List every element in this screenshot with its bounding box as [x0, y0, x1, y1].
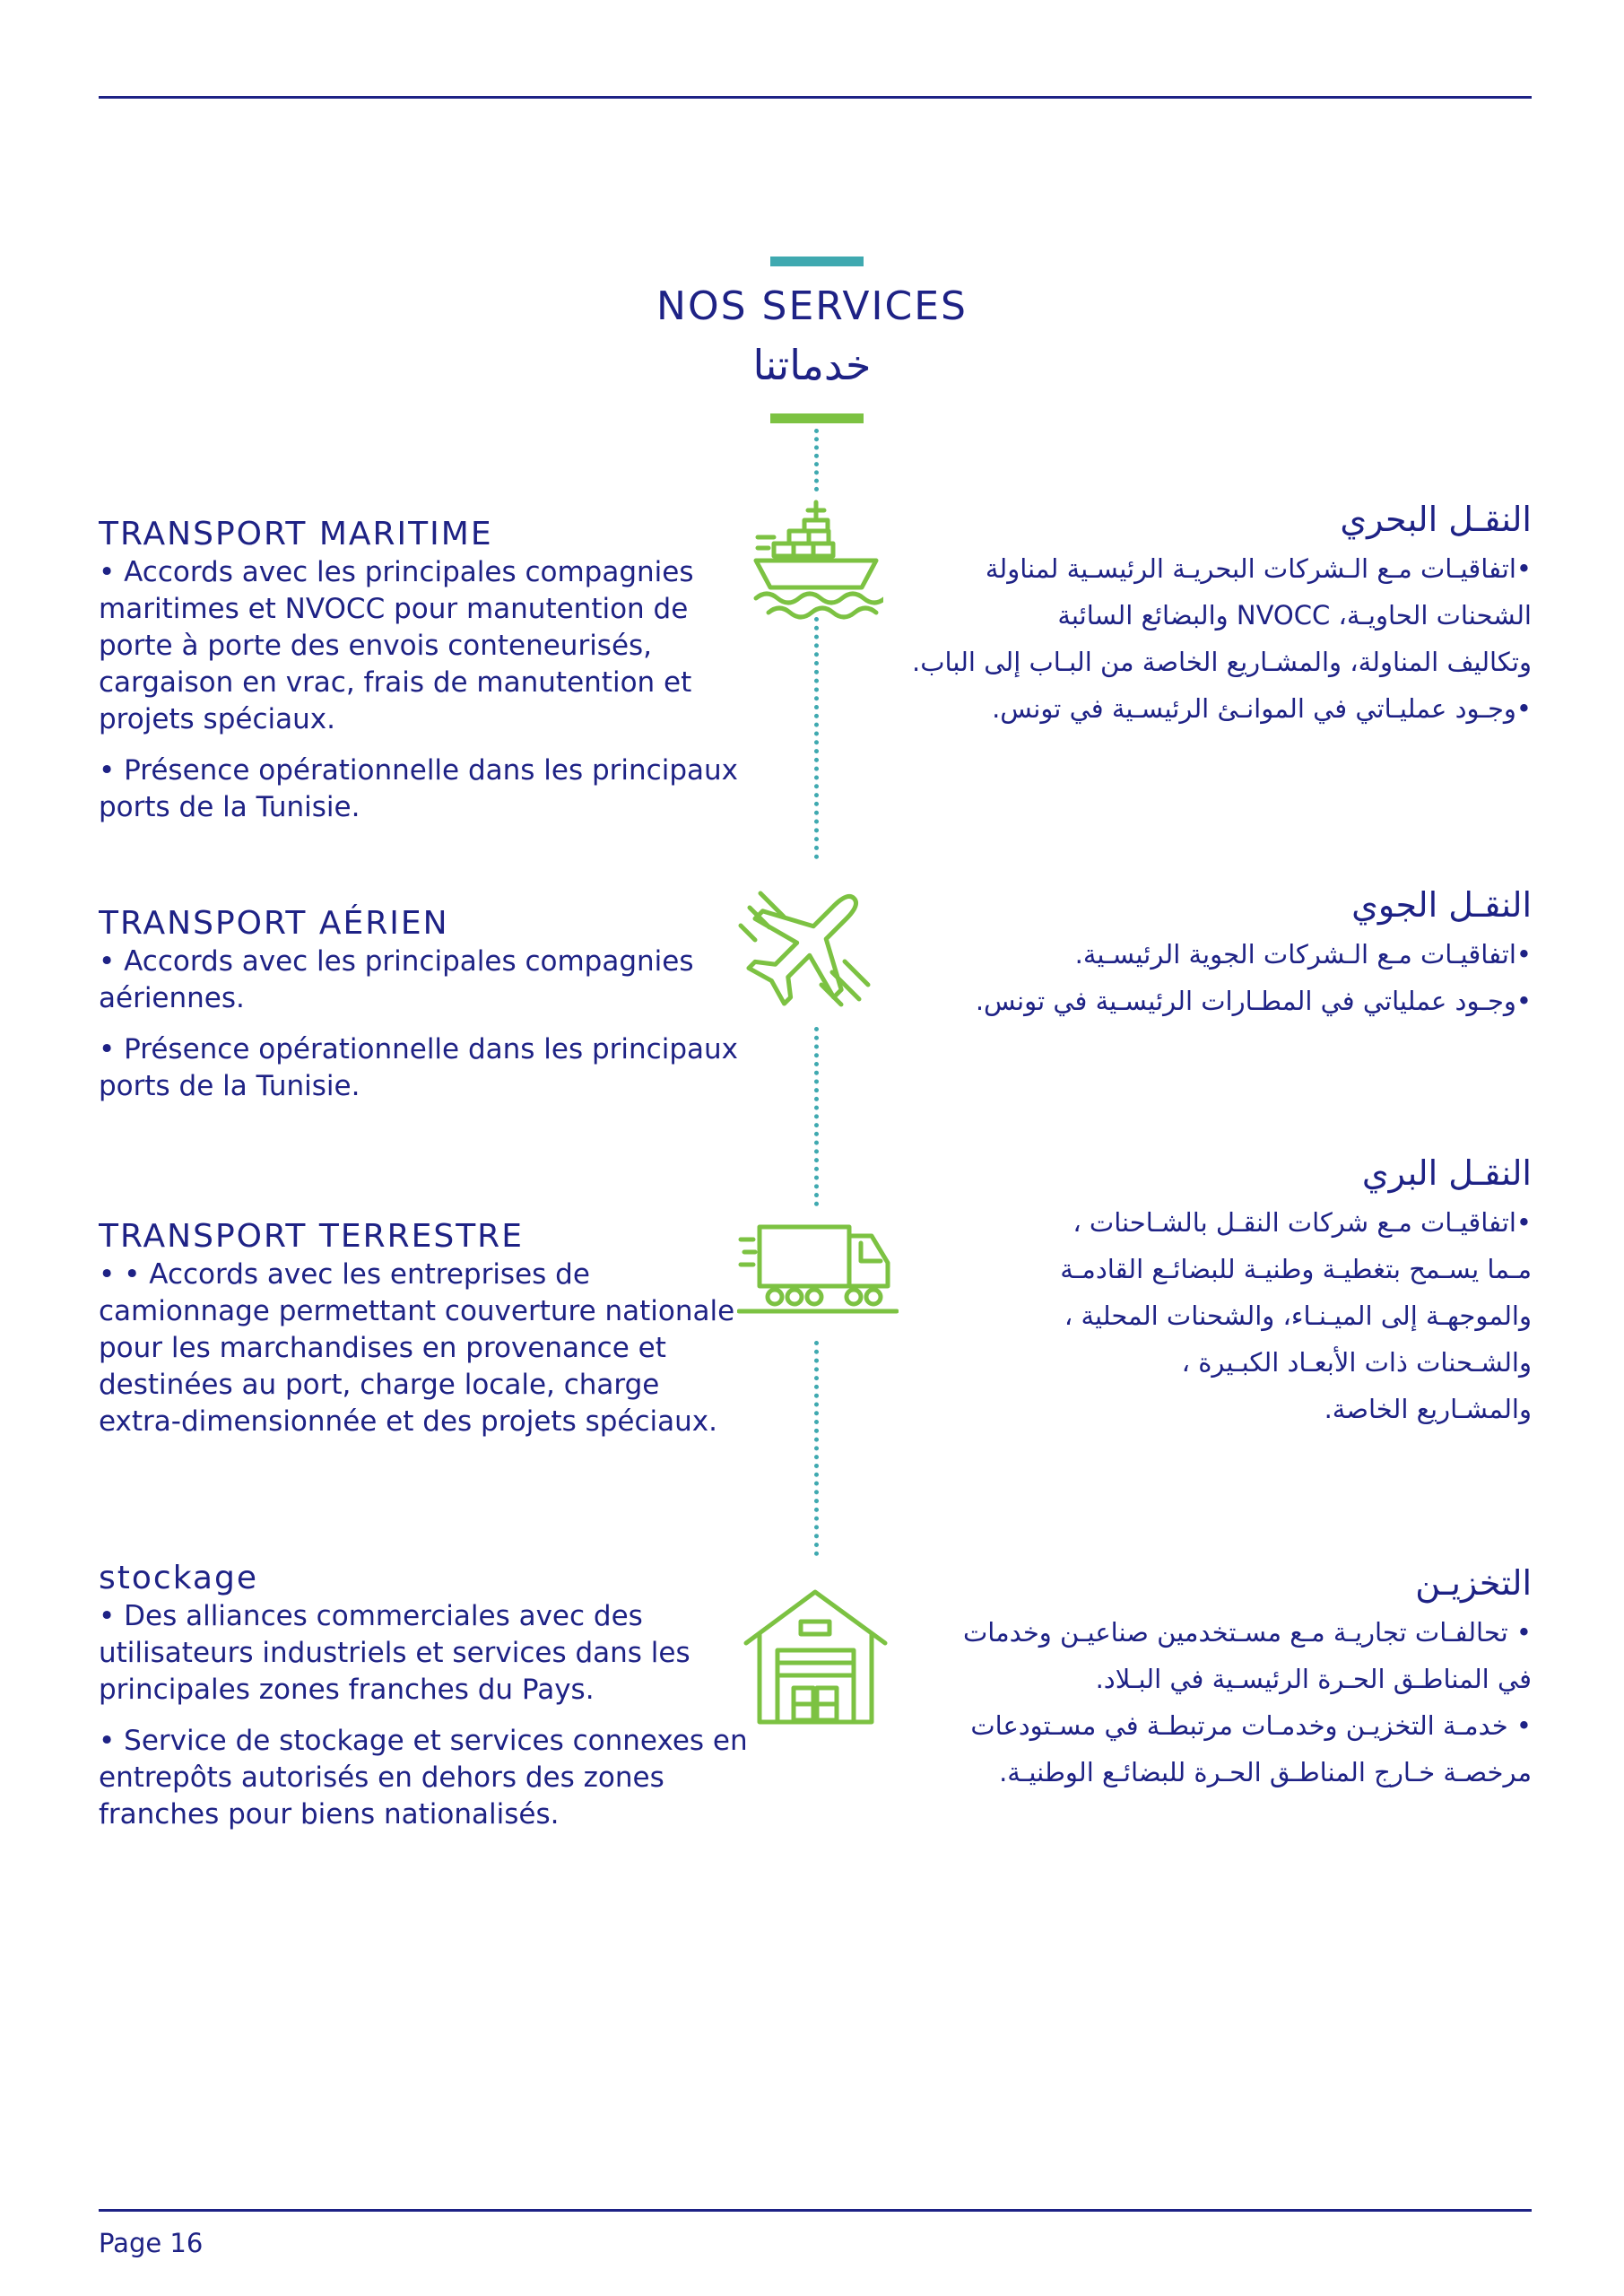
- section-title-fr: TRANSPORT AÉRIEN: [99, 905, 449, 942]
- section-line-ar: والشـحنات ذات الأبعـاد الكبـيرة ،: [1181, 1347, 1532, 1378]
- title-accent-green: [770, 413, 864, 423]
- section-storage-ar: [861, 1561, 1532, 1796]
- title-accent-teal: [770, 257, 864, 266]
- section-line-fr: • Service de stockage et services connexes en entrepôts autorisés en dehors des zones franches pour biens nationalisés.: [99, 1725, 748, 1831]
- section-line-ar: • خدمـة التخزيـن وخدمـات مرتبطـة في مسـتودعات: [970, 1710, 1532, 1741]
- section-line-ar: • تحالفـات تجاريـة مـع مسـتخدمين صناعيـن وخدمات: [962, 1617, 1532, 1648]
- section-line-ar: مرخصـة خـارج المناطـق الحـرة للبضائـع الوطنيـة.: [999, 1757, 1532, 1787]
- section-line-ar: مـما يسـمح بتغطيـة وطنيـة للبضائـع القادمـة: [1060, 1254, 1532, 1284]
- section-title-fr: TRANSPORT MARITIME: [99, 516, 493, 552]
- section-line-ar: •وجـود عملياتي في المطـارات الرئيسـية في تونس.: [975, 986, 1532, 1016]
- airplane-icon: [734, 872, 881, 1020]
- page-number: Page 16: [99, 2228, 204, 2258]
- timeline-dots: [814, 1341, 819, 1556]
- section-title-ar: النقـل البحري: [1340, 500, 1532, 539]
- section-title-ar: النقـل الجوي: [1351, 885, 1532, 925]
- section-title-fr: stockage: [99, 1560, 258, 1596]
- section-line-fr: • • Accords avec les entreprises de camionnage permettant couverture nationale pour les marchandises en provenance et destinées au port, charge locale, charge extra-dimensionnée et des projets spéciaux.: [99, 1258, 735, 1438]
- bottom-rule: [99, 2209, 1532, 2212]
- page-title-fr: NOS SERVICES: [656, 283, 968, 329]
- section-road-ar: [861, 1151, 1532, 1432]
- section-line-fr: • Des alliances commerciales avec des utilisateurs industriels et services dans les principales zones franches du Pays.: [99, 1600, 690, 1706]
- section-road-fr: [99, 1217, 749, 1440]
- section-line-fr: • Présence opérationnelle dans les principaux ports de la Tunisie.: [99, 754, 738, 823]
- section-line-ar: والموجهـة إلى الميـنـاء، والشحنات المحلية ،: [1064, 1300, 1532, 1331]
- timeline-dots: [814, 429, 819, 491]
- section-line-ar: •وجـود عمليـاتي في الموانـئ الرئيسـية في تونس.: [992, 693, 1532, 724]
- timeline-dots: [814, 617, 819, 859]
- top-rule: [99, 96, 1532, 99]
- section-line-ar: •اتفاقيـات مـع شركات النقـل بالشـاحنات ،: [1073, 1207, 1532, 1238]
- section-line-ar: •اتفاقيـات مـع الـشركات الجوية الرئيسـية.: [1074, 939, 1532, 970]
- section-air-fr: [99, 904, 749, 1105]
- section-title-ar: التخزيـن: [1415, 1563, 1532, 1603]
- section-line-ar: وتكاليف المناولة، والمشـاريع الخاصة من البـاب إلى الباب.: [911, 647, 1532, 677]
- section-line-fr: • Présence opérationnelle dans les principaux ports de la Tunisie.: [99, 1033, 738, 1102]
- page-title-ar: خدماتنا: [752, 341, 872, 389]
- section-line-ar: •اتفاقيـات مـع الـشركات البحريـة الرئيسـية لمناولة: [985, 553, 1532, 584]
- section-storage-fr: [99, 1559, 749, 1833]
- section-air-ar: [861, 883, 1532, 1024]
- section-title-ar: النقـل البري: [1361, 1153, 1532, 1193]
- timeline-dots: [814, 1027, 819, 1206]
- section-line-ar: الشحنات الحاويـة، NVOCC والبضائع السائبة: [1057, 600, 1532, 631]
- section-line-ar: في المناطـق الحـرة الرئيسـية في البـلاد.: [1095, 1664, 1532, 1694]
- section-line-ar: والمشـاريع الخاصة.: [1324, 1394, 1532, 1424]
- section-title-fr: TRANSPORT TERRESTRE: [99, 1218, 524, 1255]
- section-line-fr: • Accords avec les principales compagnies aériennes.: [99, 945, 694, 1014]
- section-line-fr: • Accords avec les principales compagnies maritimes et NVOCC pour manutention de porte à porte des envois conteneurisés, cargaison en vrac, frais de manutention et projets spéciaux.: [99, 556, 694, 735]
- section-maritime-fr: [99, 515, 749, 826]
- section-maritime-ar: [861, 497, 1532, 732]
